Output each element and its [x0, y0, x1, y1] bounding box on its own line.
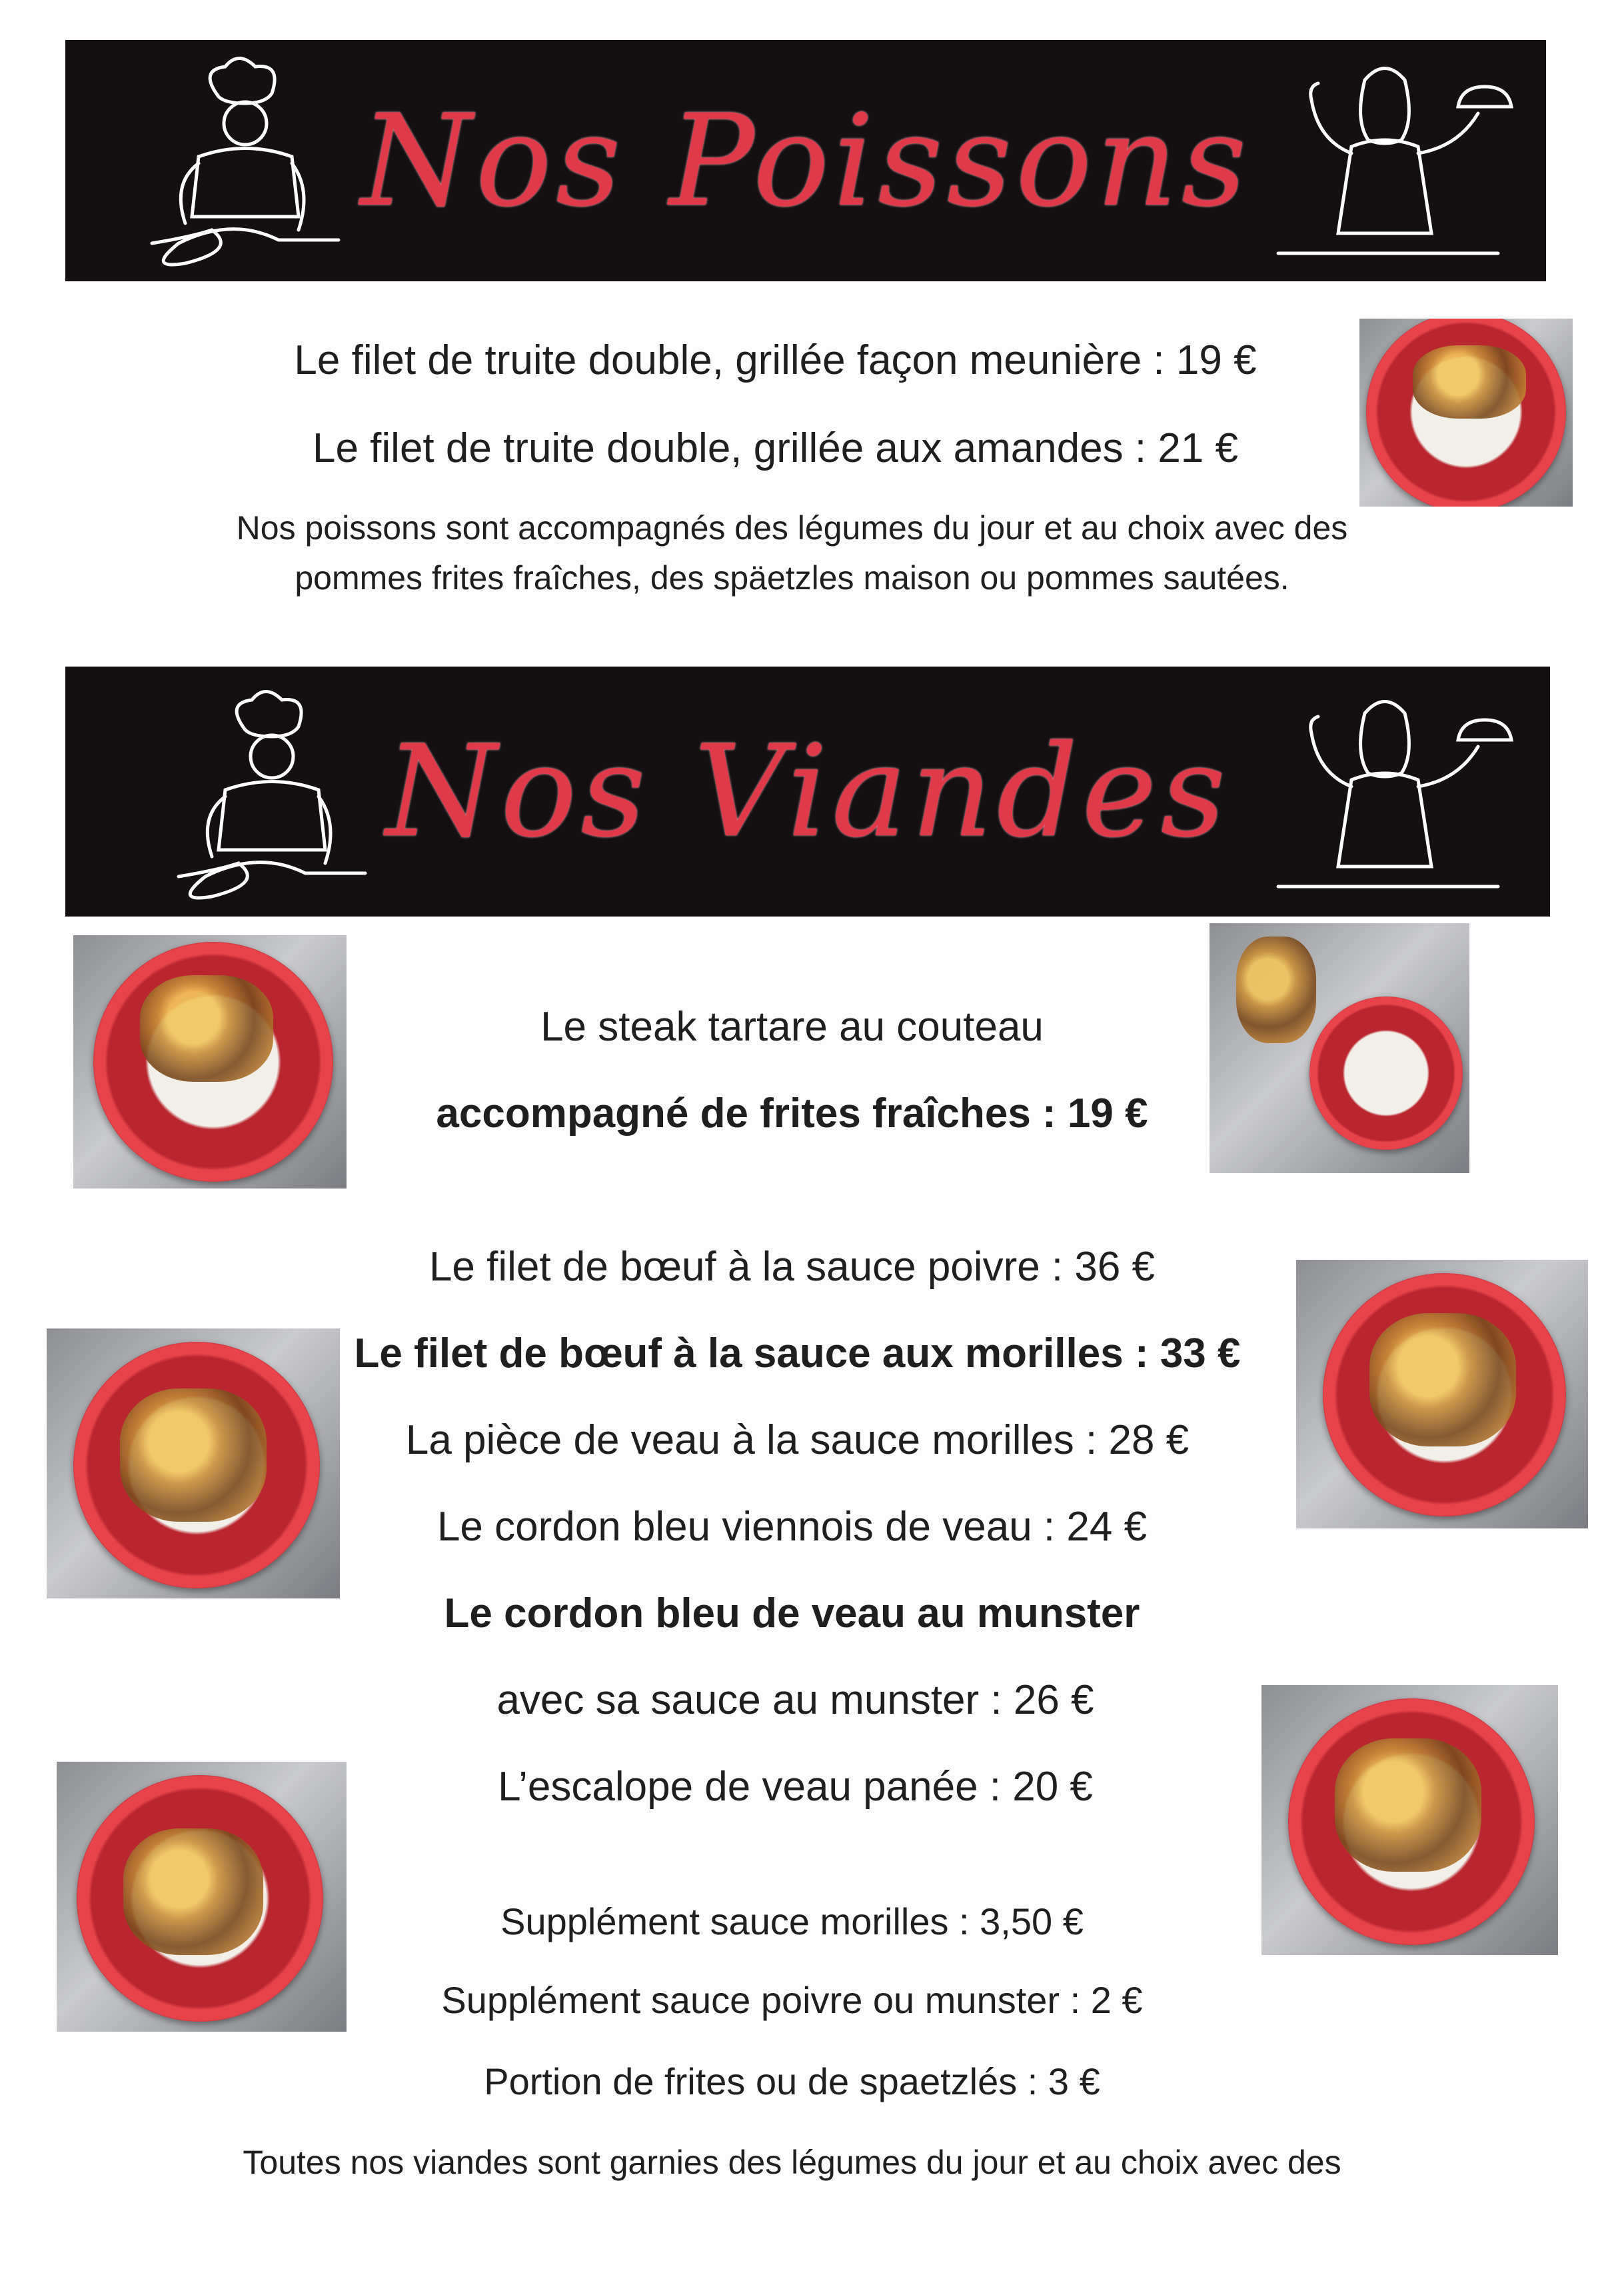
meat-item-7: L’escalope de veau panée : 20 € — [498, 1764, 1093, 1810]
beef-filet-photo-right — [1296, 1260, 1588, 1528]
meat-item-6: avec sa sauce au munster : 26 € — [496, 1677, 1094, 1723]
meat-item-3: La pièce de veau à la sauce morilles : 28 € — [405, 1417, 1190, 1463]
tartare-line-1: Le steak tartare au couteau — [540, 1004, 1044, 1050]
fish-item-2: Le filet de truite double, grillée aux amandes : 21 € — [312, 425, 1238, 471]
meat-item-2: Le filet de bœuf à la sauce aux morilles : 33 € — [354, 1330, 1241, 1376]
meat-item-4: Le cordon bleu viennois de veau : 24 € — [436, 1504, 1148, 1550]
fish-item-1: Le filet de truite double, grillée façon meunière : 19 € — [294, 337, 1257, 383]
fish-section-title: Nos Poissons — [361, 87, 1251, 235]
fish-note-line-1: Nos poissons sont accompagnés des légumes du jour et au choix avec des — [236, 509, 1348, 547]
meat-item-5: Le cordon bleu de veau au munster — [444, 1590, 1140, 1636]
meat-section-title: Nos Viandes — [385, 718, 1230, 865]
meat-note-line-1: Toutes nos viandes sont garnies des légumes du jour et au choix avec des — [243, 2144, 1341, 2181]
meat-banner — [65, 667, 1550, 917]
supplement-3: Portion de frites ou de spaetzlés : 3 € — [484, 2060, 1100, 2102]
supplement-2: Supplément sauce poivre ou munster : 2 € — [441, 1979, 1143, 2021]
supplement-1: Supplément sauce morilles : 3,50 € — [500, 1900, 1084, 1942]
fish-banner — [65, 40, 1546, 281]
tartare-line-2: accompagné de frites fraîches : 19 € — [436, 1091, 1148, 1137]
steak-fries-photo — [73, 935, 347, 1188]
meat-item-1: Le filet de bœuf à la sauce poivre : 36 € — [428, 1244, 1156, 1290]
fish-note-line-2: pommes frites fraîches, des späetzles maison ou pommes sautées. — [295, 559, 1289, 597]
